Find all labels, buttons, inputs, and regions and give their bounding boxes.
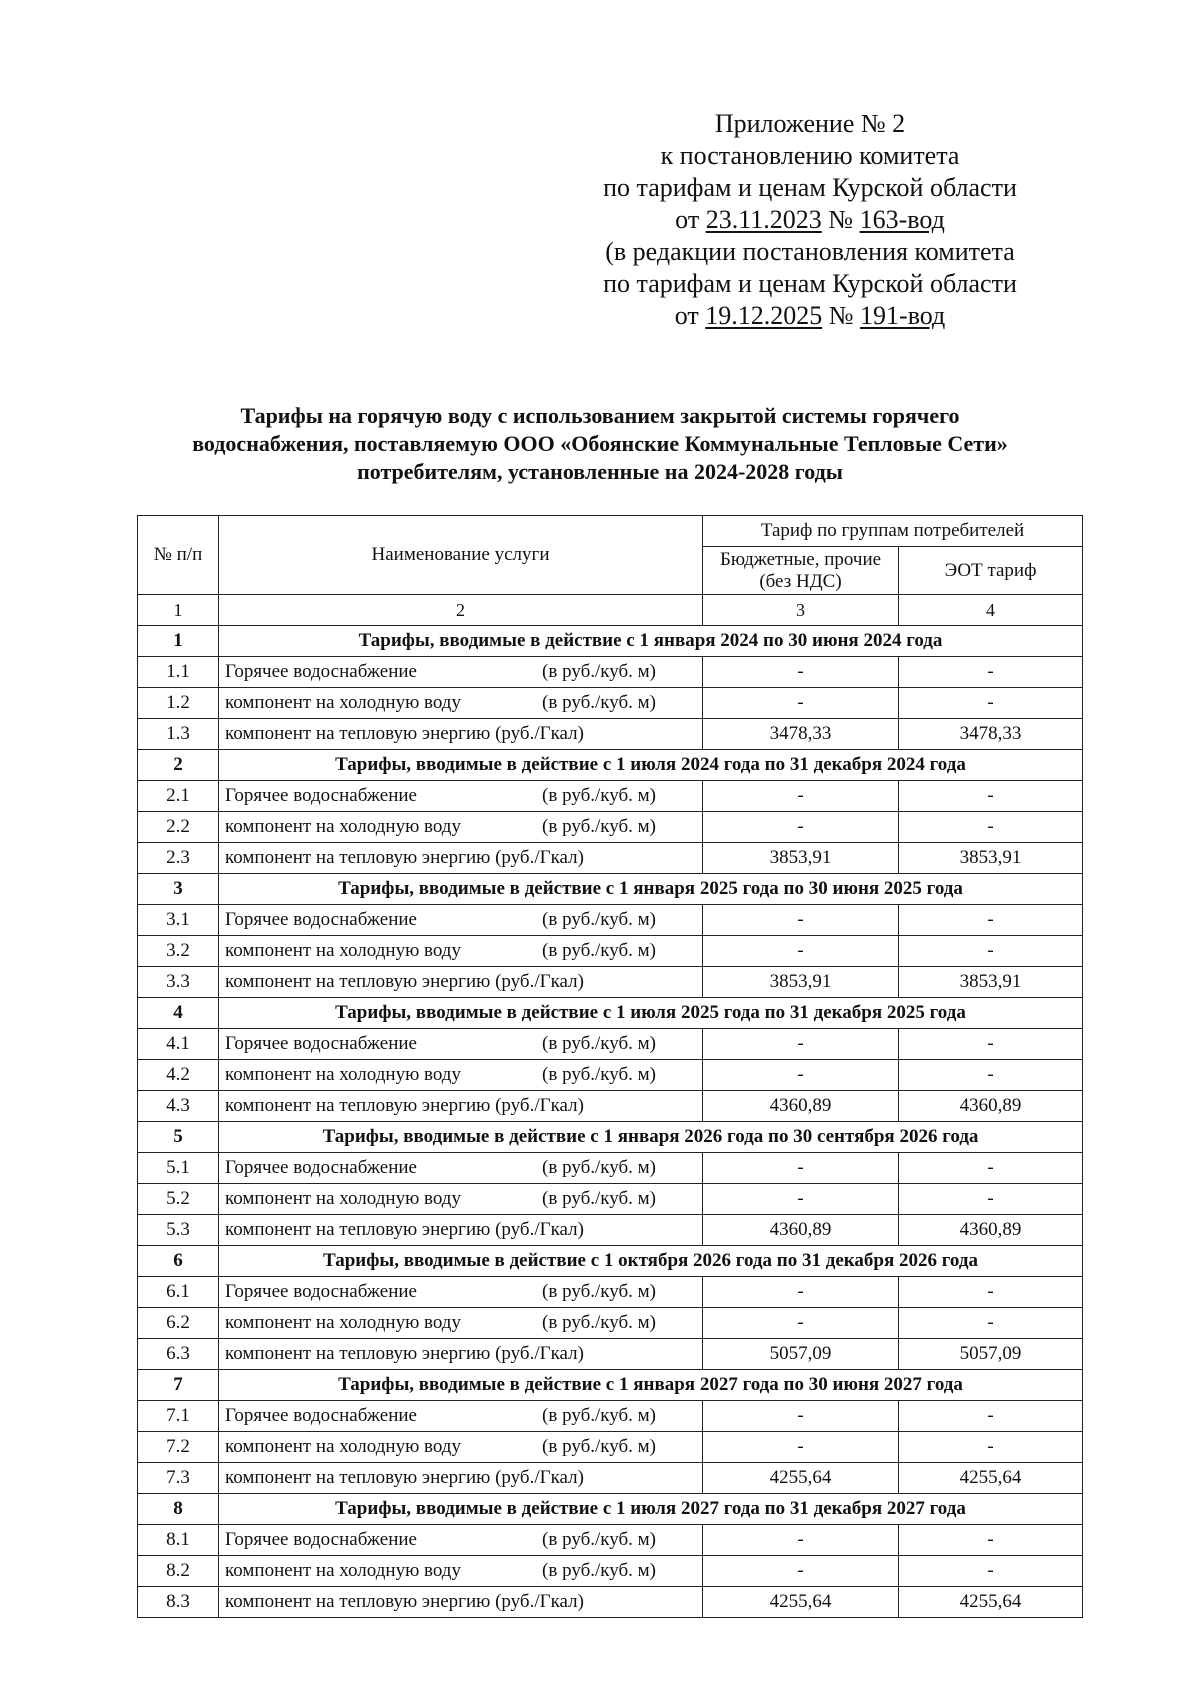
service-name-wrap	[225, 1281, 696, 1303]
service-unit: (в руб./куб. м)	[542, 1157, 656, 1178]
resolution-original-prefix: от	[675, 205, 700, 234]
section-number: 8	[138, 1494, 219, 1525]
table-row	[138, 1091, 1083, 1122]
tariff-budget-value: -	[703, 688, 899, 719]
row-number: 2.2	[138, 812, 219, 843]
tariff-eot-value: -	[899, 688, 1083, 719]
table-row	[138, 1587, 1083, 1618]
service-name: компонент на холодную воду	[225, 1560, 461, 1581]
service-name: компонент на холодную воду	[225, 940, 461, 961]
service-name-wrap	[225, 1529, 696, 1551]
service-cell	[219, 1184, 703, 1215]
row-number: 6.2	[138, 1308, 219, 1339]
tariff-eot-value: -	[899, 781, 1083, 812]
service-unit: (в руб./куб. м)	[542, 1033, 656, 1054]
service-name-wrap	[225, 1312, 696, 1334]
tariff-table	[137, 515, 1083, 1618]
table-row	[138, 781, 1083, 812]
tariff-eot-value: -	[899, 1525, 1083, 1556]
appendix-line-3: по тарифам и ценам Курской области	[603, 173, 1017, 202]
header-col4: ЭОТ тариф	[899, 547, 1083, 595]
row-number: 6.3	[138, 1339, 219, 1370]
tariff-budget-value: -	[703, 1153, 899, 1184]
service-cell	[219, 1060, 703, 1091]
row-number: 7.3	[138, 1463, 219, 1494]
service-name: Горячее водоснабжение	[225, 1529, 417, 1550]
document-title	[100, 402, 1100, 486]
tariff-budget-value: 3478,33	[703, 719, 899, 750]
row-number: 4.1	[138, 1029, 219, 1060]
service-name-wrap	[225, 1157, 696, 1179]
service-name: компонент на тепловую энергию (руб./Гкал)	[225, 1343, 584, 1364]
service-name: Горячее водоснабжение	[225, 661, 417, 682]
service-unit: (в руб./куб. м)	[542, 816, 656, 837]
title-line-3: потребителям, установленные на 2024-2028 годы	[357, 459, 843, 484]
service-name-wrap	[225, 1064, 696, 1086]
resolution-amended-no-sign: №	[828, 301, 854, 330]
tariff-eot-value: -	[899, 1401, 1083, 1432]
section-row	[138, 626, 1083, 657]
section-title: Тарифы, вводимые в действие с 1 января 2024 по 30 июня 2024 года	[219, 626, 1083, 657]
tariff-eot-value: 4360,89	[899, 1215, 1083, 1246]
tariff-eot-value: -	[899, 1277, 1083, 1308]
service-name: компонент на холодную воду	[225, 1064, 461, 1085]
row-number: 5.1	[138, 1153, 219, 1184]
section-number: 2	[138, 750, 219, 781]
service-name: компонент на тепловую энергию (руб./Гкал)	[225, 971, 584, 992]
tariff-table-body	[138, 516, 1083, 1618]
tariff-budget-value: 4255,64	[703, 1463, 899, 1494]
section-number: 1	[138, 626, 219, 657]
row-number: 8.3	[138, 1587, 219, 1618]
column-number-1: 1	[138, 595, 219, 626]
tariff-eot-value: -	[899, 1029, 1083, 1060]
service-unit: (в руб./куб. м)	[542, 661, 656, 682]
resolution-original	[560, 204, 1060, 236]
service-name-wrap	[225, 1405, 696, 1427]
section-title: Тарифы, вводимые в действие с 1 января 2026 года по 30 сентября 2026 года	[219, 1122, 1083, 1153]
section-title: Тарифы, вводимые в действие с 1 июля 2027 года по 31 декабря 2027 года	[219, 1494, 1083, 1525]
section-number: 3	[138, 874, 219, 905]
row-number: 4.3	[138, 1091, 219, 1122]
service-unit: (в руб./куб. м)	[542, 785, 656, 806]
service-cell	[219, 1401, 703, 1432]
row-number: 3.1	[138, 905, 219, 936]
tariff-eot-value: -	[899, 812, 1083, 843]
tariff-budget-value: -	[703, 812, 899, 843]
header-col3: Бюджетные, прочие (без НДС)	[703, 547, 899, 595]
tariff-budget-value: -	[703, 1060, 899, 1091]
section-row	[138, 1370, 1083, 1401]
service-name: компонент на тепловую энергию (руб./Гкал)	[225, 1467, 584, 1488]
section-row	[138, 1494, 1083, 1525]
service-name: компонент на тепловую энергию (руб./Гкал)	[225, 1591, 584, 1612]
service-unit: (в руб./куб. м)	[542, 1312, 656, 1333]
service-name-wrap	[225, 847, 696, 869]
row-number: 1.3	[138, 719, 219, 750]
service-name-wrap	[225, 1188, 696, 1210]
row-number: 2.1	[138, 781, 219, 812]
tariff-eot-value: -	[899, 1556, 1083, 1587]
table-row	[138, 1401, 1083, 1432]
column-number-2: 2	[219, 595, 703, 626]
service-name-wrap	[225, 1095, 696, 1117]
tariff-budget-value: 4255,64	[703, 1587, 899, 1618]
row-number: 8.1	[138, 1525, 219, 1556]
row-number: 5.2	[138, 1184, 219, 1215]
table-row	[138, 657, 1083, 688]
service-cell	[219, 812, 703, 843]
service-unit: (в руб./куб. м)	[542, 1560, 656, 1581]
service-name-wrap	[225, 1591, 696, 1613]
section-title: Тарифы, вводимые в действие с 1 октября 2026 года по 31 декабря 2026 года	[219, 1246, 1083, 1277]
section-number: 6	[138, 1246, 219, 1277]
tariff-budget-value: -	[703, 1308, 899, 1339]
service-cell	[219, 688, 703, 719]
service-name-wrap	[225, 1033, 696, 1055]
service-cell	[219, 1339, 703, 1370]
service-unit: (в руб./куб. м)	[542, 1281, 656, 1302]
tariff-budget-value: 5057,09	[703, 1339, 899, 1370]
section-number: 5	[138, 1122, 219, 1153]
tariff-eot-value: -	[899, 936, 1083, 967]
tariff-budget-value: -	[703, 1277, 899, 1308]
row-number: 5.3	[138, 1215, 219, 1246]
service-cell	[219, 1525, 703, 1556]
resolution-original-date: 23.11.2023	[705, 205, 822, 234]
row-number: 3.3	[138, 967, 219, 998]
service-name-wrap	[225, 971, 696, 993]
section-row	[138, 874, 1083, 905]
table-row	[138, 719, 1083, 750]
service-cell	[219, 1215, 703, 1246]
service-name-wrap	[225, 661, 696, 683]
table-row	[138, 1339, 1083, 1370]
service-cell	[219, 1277, 703, 1308]
title-line-1: Тарифы на горячую воду с использованием закрытой системы горячего	[240, 403, 960, 428]
table-row	[138, 1215, 1083, 1246]
tariff-eot-value: -	[899, 1153, 1083, 1184]
table-row	[138, 1277, 1083, 1308]
service-name-wrap	[225, 785, 696, 807]
appendix-line-5: (в редакции постановления комитета	[605, 237, 1015, 266]
service-cell	[219, 905, 703, 936]
row-number: 1.2	[138, 688, 219, 719]
service-cell	[219, 1153, 703, 1184]
table-row	[138, 1525, 1083, 1556]
service-name-wrap	[225, 723, 696, 745]
service-name-wrap	[225, 1467, 696, 1489]
service-name: Горячее водоснабжение	[225, 785, 417, 806]
table-row	[138, 1432, 1083, 1463]
section-title: Тарифы, вводимые в действие с 1 июля 2025 года по 31 декабря 2025 года	[219, 998, 1083, 1029]
service-unit: (в руб./куб. м)	[542, 1405, 656, 1426]
service-cell	[219, 781, 703, 812]
section-title: Тарифы, вводимые в действие с 1 января 2025 года по 30 июня 2025 года	[219, 874, 1083, 905]
service-name-wrap	[225, 1343, 696, 1365]
appendix-header	[560, 108, 1060, 332]
service-name: компонент на холодную воду	[225, 1312, 461, 1333]
column-numbers-row	[138, 595, 1083, 626]
table-row	[138, 812, 1083, 843]
tariff-eot-value: 4255,64	[899, 1463, 1083, 1494]
service-cell	[219, 1463, 703, 1494]
service-name: компонент на тепловую энергию (руб./Гкал)	[225, 1219, 584, 1240]
tariff-budget-value: -	[703, 905, 899, 936]
service-cell	[219, 1587, 703, 1618]
appendix-line-6: по тарифам и ценам Курской области	[603, 269, 1017, 298]
service-unit: (в руб./куб. м)	[542, 692, 656, 713]
tariff-budget-value: -	[703, 781, 899, 812]
header-service: Наименование услуги	[219, 516, 703, 595]
service-cell	[219, 1432, 703, 1463]
service-cell	[219, 1556, 703, 1587]
service-cell	[219, 1308, 703, 1339]
service-name: компонент на тепловую энергию (руб./Гкал)	[225, 723, 584, 744]
row-number: 8.2	[138, 1556, 219, 1587]
service-name: компонент на холодную воду	[225, 692, 461, 713]
section-row	[138, 750, 1083, 781]
row-number: 7.2	[138, 1432, 219, 1463]
table-row	[138, 1029, 1083, 1060]
title-line-2: водоснабжения, поставляемую ООО «Обоянские Коммунальные Тепловые Сети»	[192, 431, 1008, 456]
service-name: компонент на холодную воду	[225, 1436, 461, 1457]
table-row	[138, 936, 1083, 967]
tariff-eot-value: 3853,91	[899, 843, 1083, 874]
resolution-amended-date: 19.12.2025	[705, 301, 823, 330]
service-name-wrap	[225, 692, 696, 714]
table-row	[138, 905, 1083, 936]
tariff-budget-value: -	[703, 1401, 899, 1432]
service-unit: (в руб./куб. м)	[542, 1064, 656, 1085]
section-title: Тарифы, вводимые в действие с 1 июля 2024 года по 31 декабря 2024 года	[219, 750, 1083, 781]
service-name-wrap	[225, 1560, 696, 1582]
resolution-amended-number: 191-вод	[860, 301, 946, 330]
service-name: Горячее водоснабжение	[225, 1405, 417, 1426]
service-name-wrap	[225, 1219, 696, 1241]
service-cell	[219, 657, 703, 688]
section-row	[138, 1122, 1083, 1153]
service-unit: (в руб./куб. м)	[542, 1188, 656, 1209]
service-name: Горячее водоснабжение	[225, 1033, 417, 1054]
tariff-budget-value: -	[703, 1432, 899, 1463]
tariff-budget-value: -	[703, 1525, 899, 1556]
resolution-original-number: 163-вод	[859, 205, 945, 234]
table-row	[138, 1556, 1083, 1587]
row-number: 4.2	[138, 1060, 219, 1091]
tariff-eot-value: 5057,09	[899, 1339, 1083, 1370]
service-cell	[219, 967, 703, 998]
service-name: компонент на тепловую энергию (руб./Гкал)	[225, 847, 584, 868]
column-number-3: 3	[703, 595, 899, 626]
table-row	[138, 843, 1083, 874]
tariff-eot-value: -	[899, 1432, 1083, 1463]
tariff-budget-value: -	[703, 1029, 899, 1060]
service-unit: (в руб./куб. м)	[542, 1436, 656, 1457]
tariff-eot-value: -	[899, 1308, 1083, 1339]
row-number: 2.3	[138, 843, 219, 874]
service-name-wrap	[225, 940, 696, 962]
service-cell	[219, 1091, 703, 1122]
service-unit: (в руб./куб. м)	[542, 940, 656, 961]
table-row	[138, 1308, 1083, 1339]
row-number: 3.2	[138, 936, 219, 967]
resolution-amended	[560, 300, 1060, 332]
resolution-amended-prefix: от	[674, 301, 699, 330]
service-name-wrap	[225, 816, 696, 838]
service-name: Горячее водоснабжение	[225, 909, 417, 930]
service-name: Горячее водоснабжение	[225, 1157, 417, 1178]
service-unit: (в руб./куб. м)	[542, 909, 656, 930]
tariff-budget-value: -	[703, 1556, 899, 1587]
section-row	[138, 998, 1083, 1029]
header-group: Тариф по группам потребителей	[703, 516, 1083, 547]
service-name-wrap	[225, 909, 696, 931]
section-number: 4	[138, 998, 219, 1029]
service-cell	[219, 843, 703, 874]
service-name: Горячее водоснабжение	[225, 1281, 417, 1302]
tariff-eot-value: 3478,33	[899, 719, 1083, 750]
service-cell	[219, 1029, 703, 1060]
header-num: № п/п	[138, 516, 219, 595]
tariff-eot-value: -	[899, 1060, 1083, 1091]
tariff-eot-value: 4255,64	[899, 1587, 1083, 1618]
appendix-title: Приложение № 2	[714, 109, 906, 138]
tariff-budget-value: 3853,91	[703, 843, 899, 874]
table-row	[138, 1184, 1083, 1215]
tariff-budget-value: 3853,91	[703, 967, 899, 998]
service-name: компонент на тепловую энергию (руб./Гкал)	[225, 1095, 584, 1116]
appendix-line-2: к постановлению комитета	[660, 141, 960, 170]
table-row	[138, 967, 1083, 998]
service-cell	[219, 936, 703, 967]
tariff-eot-value: 3853,91	[899, 967, 1083, 998]
table-row	[138, 1153, 1083, 1184]
tariff-budget-value: 4360,89	[703, 1215, 899, 1246]
tariff-eot-value: 4360,89	[899, 1091, 1083, 1122]
table-row	[138, 1463, 1083, 1494]
service-name: компонент на холодную воду	[225, 1188, 461, 1209]
row-number: 1.1	[138, 657, 219, 688]
service-cell	[219, 719, 703, 750]
section-title: Тарифы, вводимые в действие с 1 января 2027 года по 30 июня 2027 года	[219, 1370, 1083, 1401]
tariff-eot-value: -	[899, 905, 1083, 936]
tariff-budget-value: -	[703, 1184, 899, 1215]
tariff-budget-value: -	[703, 657, 899, 688]
section-row	[138, 1246, 1083, 1277]
row-number: 6.1	[138, 1277, 219, 1308]
service-name: компонент на холодную воду	[225, 816, 461, 837]
table-row	[138, 1060, 1083, 1091]
tariff-budget-value: -	[703, 936, 899, 967]
tariff-budget-value: 4360,89	[703, 1091, 899, 1122]
tariff-eot-value: -	[899, 1184, 1083, 1215]
service-name-wrap	[225, 1436, 696, 1458]
service-unit: (в руб./куб. м)	[542, 1529, 656, 1550]
section-number: 7	[138, 1370, 219, 1401]
tariff-eot-value: -	[899, 657, 1083, 688]
row-number: 7.1	[138, 1401, 219, 1432]
resolution-original-no-sign: №	[828, 205, 854, 234]
column-number-4: 4	[899, 595, 1083, 626]
table-header-row	[138, 516, 1083, 547]
table-row	[138, 688, 1083, 719]
